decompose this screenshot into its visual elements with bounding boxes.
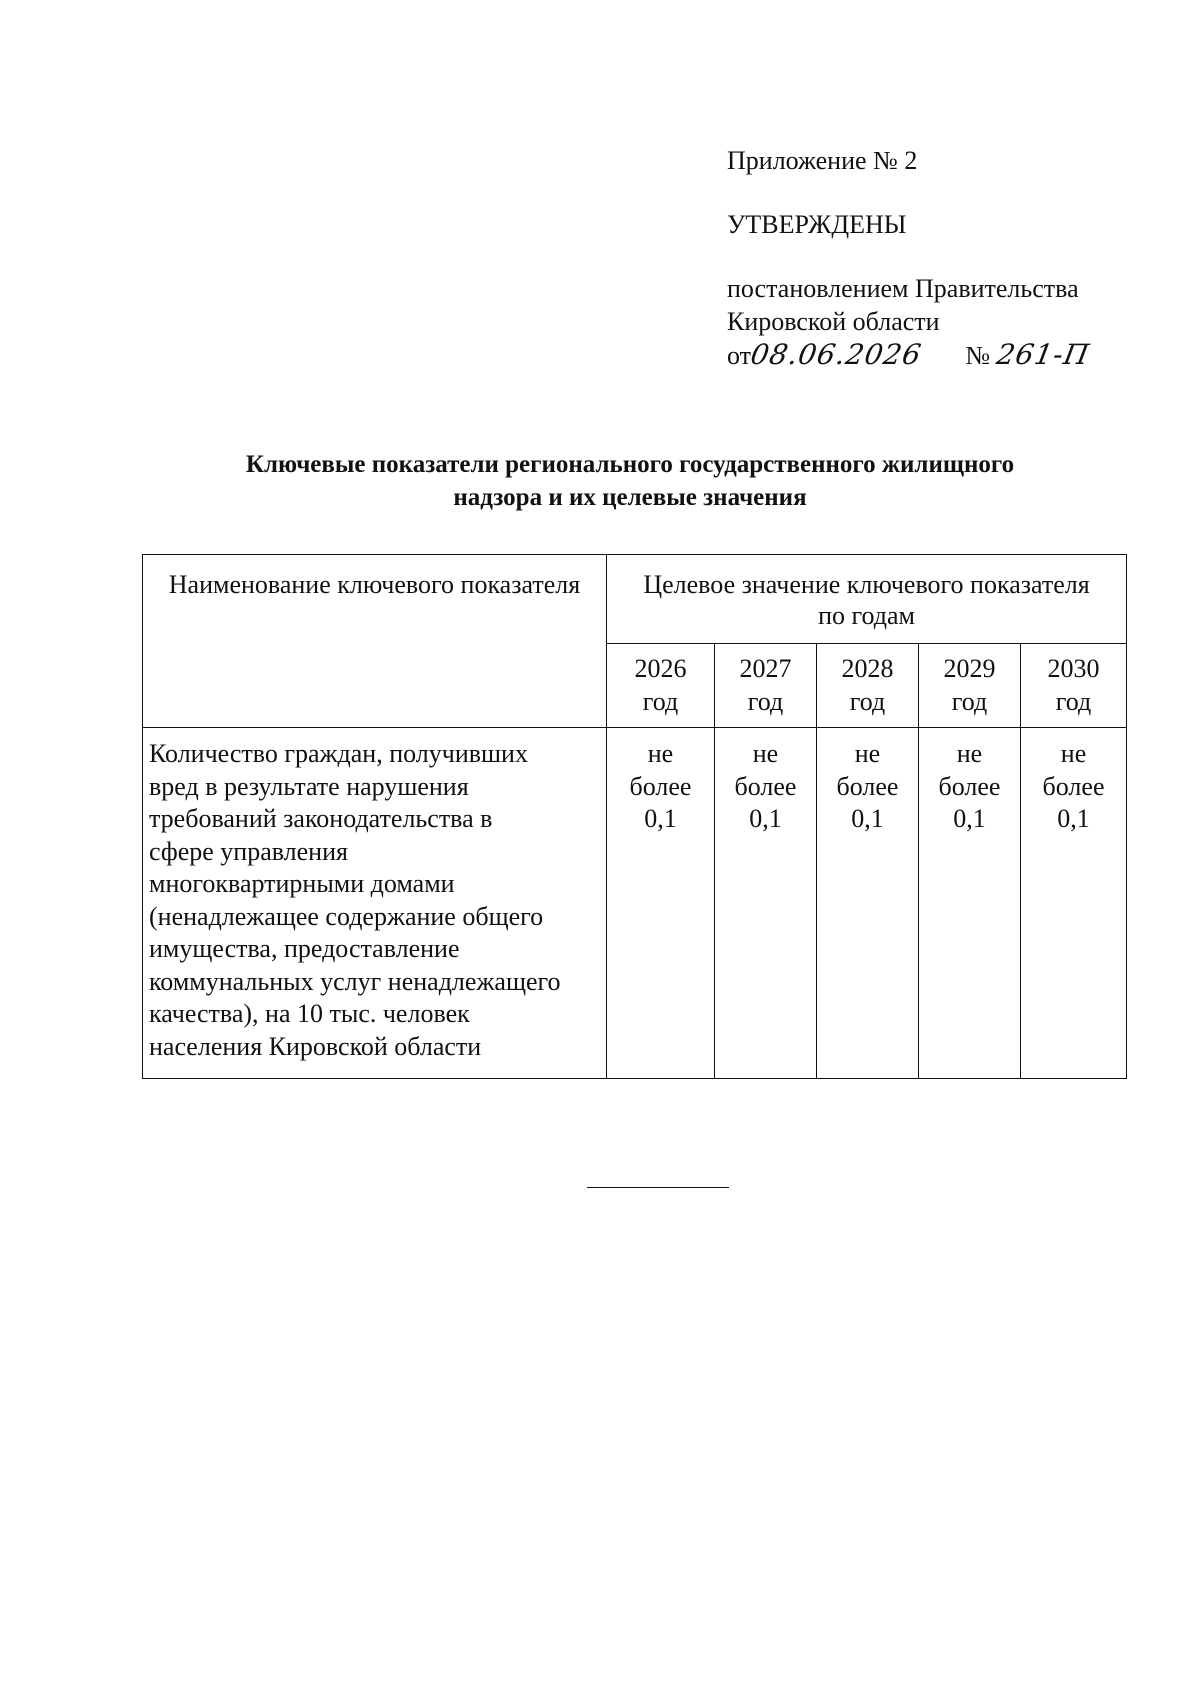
value-line: не (956, 739, 983, 768)
year-header (817, 644, 919, 728)
value-line: не (1060, 739, 1087, 768)
year-value: 2030 (1047, 654, 1100, 683)
date-prefix: от (727, 341, 752, 370)
target-value-cell (715, 728, 817, 1079)
year-value: 2026 (634, 654, 687, 683)
year-value: 2029 (943, 654, 996, 683)
year-header (607, 644, 715, 728)
indicator-name-line: качества), на 10 тыс. человек (149, 999, 470, 1028)
indicator-row (143, 728, 1127, 1079)
indicator-name-line: коммунальных услуг ненадлежащего (149, 966, 561, 996)
decree-block (727, 272, 1092, 372)
header-row (143, 555, 1127, 644)
target-value-cell (919, 728, 1021, 1079)
value-line: более (938, 771, 1001, 801)
target-header-line-1: Целевое значение ключевого показателя (643, 570, 1090, 599)
indicator-name-line: населения Кировской области (149, 1031, 482, 1061)
year-header (919, 644, 1021, 728)
value-number: 0,1 (1057, 804, 1090, 833)
year-header (1021, 644, 1127, 728)
target-column-header (607, 555, 1127, 644)
year-unit: год (747, 687, 784, 716)
value-number: 0,1 (644, 804, 677, 833)
decree-line-2: Кировской области (727, 307, 940, 336)
value-line: более (734, 771, 797, 801)
handwritten-number: 261-П (993, 338, 1092, 371)
year-header (715, 644, 817, 728)
decree-date-line (727, 338, 1092, 372)
value-line: более (1042, 771, 1105, 801)
value-line: более (629, 771, 692, 801)
indicator-name-line: (ненадлежащее содержание общего (149, 901, 544, 931)
value-line: не (854, 739, 881, 768)
decree-line-1: постановлением Правительства (727, 274, 1079, 303)
value-number: 0,1 (953, 804, 986, 833)
title-line-1: Ключевые показатели регионального государственного жилищного (245, 451, 1015, 478)
indicator-name-line: Количество граждан, получивших (149, 739, 528, 768)
indicator-name-line: многоквартирными домами (149, 869, 455, 898)
year-unit: год (951, 687, 988, 716)
indicator-name-line: сфере управления (149, 836, 348, 866)
indicator-name-line: имущества, предоставление (149, 934, 460, 963)
name-column-header: Наименование ключевого показателя (143, 555, 607, 728)
target-value-cell (607, 728, 715, 1079)
document-title (170, 448, 1090, 514)
number-prefix: № (965, 341, 991, 370)
value-line: не (647, 739, 674, 768)
year-value: 2028 (841, 654, 894, 683)
target-value-cell (1021, 728, 1127, 1079)
closing-rule (587, 1187, 729, 1188)
year-value: 2027 (739, 654, 792, 683)
value-line: не (752, 739, 779, 768)
approved-label: УТВЕРЖДЕНЫ (727, 210, 907, 239)
indicator-name (143, 728, 607, 1079)
title-line-2: надзора и их целевые значения (453, 484, 807, 511)
value-line: более (836, 771, 899, 801)
handwritten-date: 08.06.2026 (748, 338, 925, 371)
indicator-name-line: вред в результате нарушения (149, 771, 469, 801)
target-value-cell (817, 728, 919, 1079)
value-number: 0,1 (851, 804, 884, 833)
target-header-line-2: по годам (818, 601, 915, 630)
value-number: 0,1 (749, 804, 782, 833)
appendix-label: Приложение № 2 (727, 146, 918, 175)
year-unit: год (642, 687, 679, 716)
indicators-table (142, 554, 1127, 1079)
indicator-name-line: требований законодательства в (149, 804, 493, 833)
year-unit: год (1055, 687, 1092, 716)
year-unit: год (849, 687, 886, 716)
